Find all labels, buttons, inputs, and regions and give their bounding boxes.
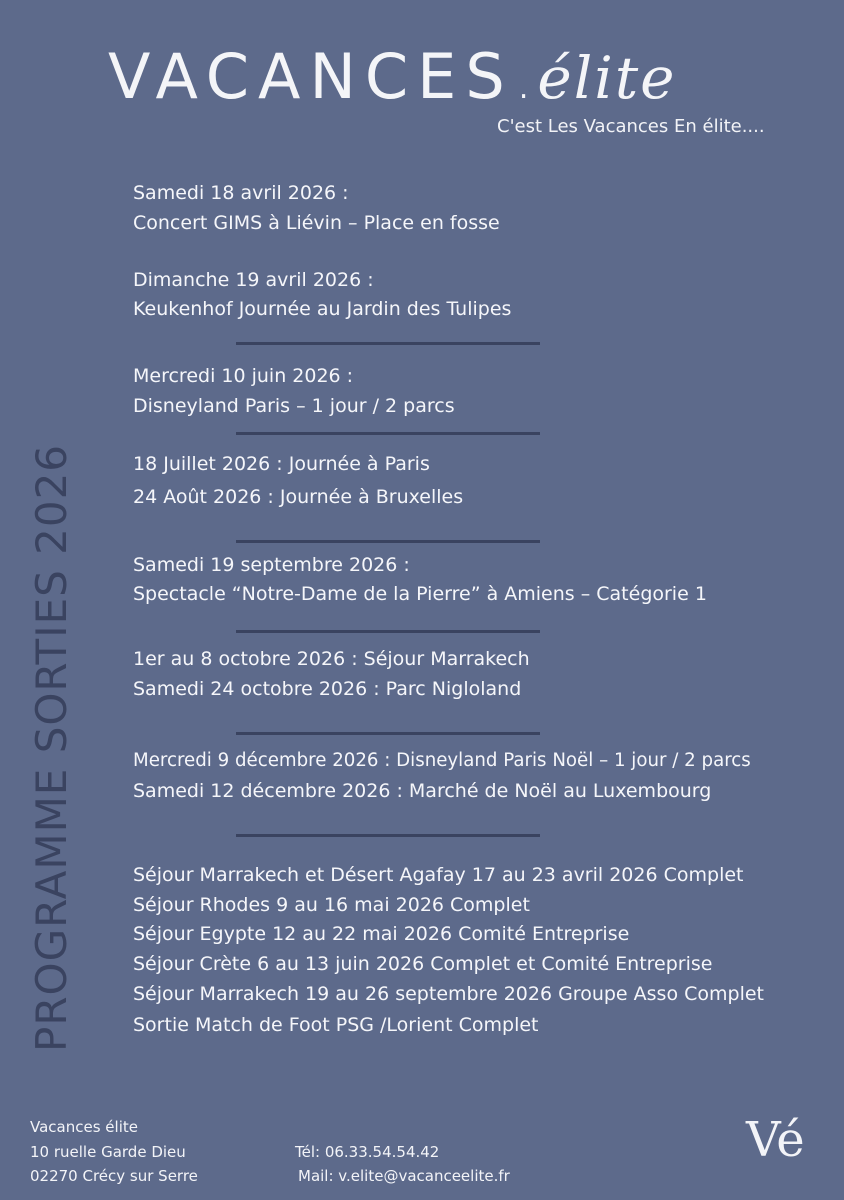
footer-city: 02270 Crécy sur Serre xyxy=(30,1167,198,1185)
event-1-title: Concert GIMS à Liévin – Place en fosse xyxy=(133,212,500,234)
monogram-logo: Vé xyxy=(746,1112,805,1168)
footer-address: 10 ruelle Garde Dieu xyxy=(30,1143,186,1161)
separator xyxy=(236,834,540,837)
event-6-line2: Samedi 24 octobre 2026 : Parc Nigloland xyxy=(133,678,522,700)
sejour-item: Séjour Rhodes 9 au 16 mai 2026 Complet xyxy=(133,894,530,916)
tagline: C'est Les Vacances En élite.... xyxy=(497,116,765,137)
event-1-date: Samedi 18 avril 2026 : xyxy=(133,182,349,204)
separator xyxy=(236,342,540,345)
sejour-item: Sortie Match de Foot PSG /Lorient Complet xyxy=(133,1014,539,1036)
event-3-date: Mercredi 10 juin 2026 : xyxy=(133,365,354,387)
separator xyxy=(236,432,540,435)
brand-main-text: VACANCES xyxy=(108,40,514,113)
event-7-line1: Mercredi 9 décembre 2026 : Disneyland Paris Noël – 1 jour / 2 parcs xyxy=(133,750,751,771)
event-7-line2: Samedi 12 décembre 2026 : Marché de Noël au Luxembourg xyxy=(133,780,712,802)
event-2-title: Keukenhof Journée au Jardin des Tulipes xyxy=(133,298,512,320)
event-4-line1: 18 Juillet 2026 : Journée à Paris xyxy=(133,453,430,475)
sejour-item: Séjour Marrakech et Désert Agafay 17 au 23 avril 2026 Complet xyxy=(133,864,744,886)
side-title: PROGRAMME SORTIES 2026 xyxy=(27,443,76,1052)
separator xyxy=(236,630,540,633)
event-5-title: Spectacle “Notre-Dame de la Pierre” à Amiens – Catégorie 1 xyxy=(133,583,707,605)
event-3-title: Disneyland Paris – 1 jour / 2 parcs xyxy=(133,395,455,417)
separator xyxy=(236,732,540,735)
brand-dot: . xyxy=(513,40,538,113)
event-2-date: Dimanche 19 avril 2026 : xyxy=(133,269,374,291)
footer-mail: Mail: v.elite@vacanceelite.fr xyxy=(298,1167,510,1185)
event-5-date: Samedi 19 septembre 2026 : xyxy=(133,554,410,576)
event-6-line1: 1er au 8 octobre 2026 : Séjour Marrakech xyxy=(133,648,530,670)
separator xyxy=(236,540,540,543)
brand-logo xyxy=(108,42,748,112)
sejour-item: Séjour Marrakech 19 au 26 septembre 2026 Groupe Asso Complet xyxy=(133,983,764,1005)
footer-phone: Tél: 06.33.54.54.42 xyxy=(295,1143,440,1161)
footer-company: Vacances élite xyxy=(30,1118,138,1136)
sejour-item: Séjour Egypte 12 au 22 mai 2026 Comité Entreprise xyxy=(133,923,630,945)
event-4-line2: 24 Août 2026 : Journée à Bruxelles xyxy=(133,486,464,508)
brand-accent-text: élite xyxy=(537,44,677,112)
sejour-item: Séjour Crète 6 au 13 juin 2026 Complet et Comité Entreprise xyxy=(133,953,713,975)
